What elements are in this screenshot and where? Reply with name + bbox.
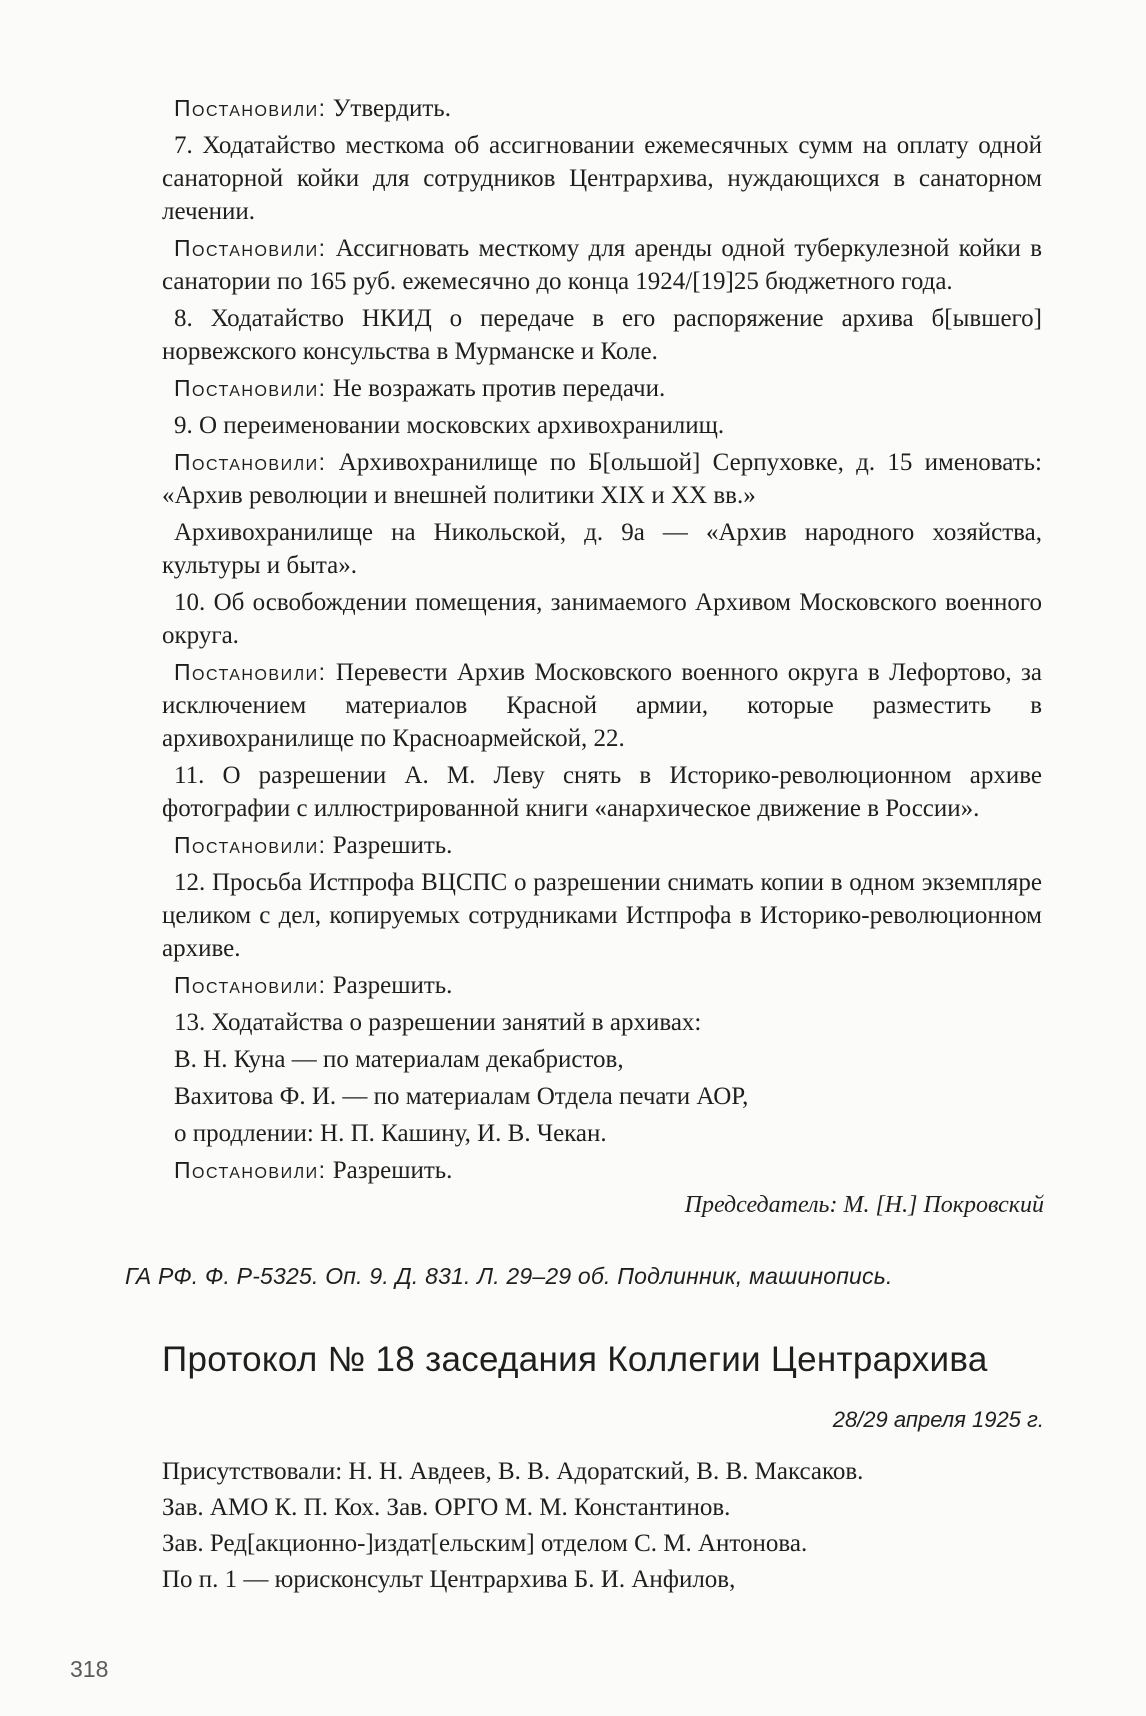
attendees-line: Зав. АМО К. П. Кох. Зав. ОРГО М. М. Константинов. (162, 1494, 731, 1521)
agenda-item-11: 11. О разрешении А. М. Леву снять в Историко-революционном архиве фотографии с иллюстрированной книги «анархическое движение в России». (162, 762, 1042, 822)
attendees-block (162, 1455, 1042, 1599)
decision-label: Постановили: (174, 449, 327, 475)
protocol-date: 28/29 апреля 1925 г. (832, 1407, 1044, 1432)
decision-paragraph: Постановили: Архивохранилище по Б[ольшой] Серпуховке, д. 15 именовать: «Архив революции и внешней политики XIX и XX вв.» (162, 449, 1043, 509)
decision-paragraph: Постановили: Не возражать против передачи. (174, 375, 666, 402)
permission-line: В. Н. Куна — по материалам декабристов, (174, 1046, 624, 1073)
protocol-body (162, 92, 1042, 1191)
decision-paragraph: Постановили: Разрешить. (174, 832, 453, 859)
permission-line: Вахитова Ф. И. — по материалам Отдела печати АОР, (174, 1083, 749, 1110)
agenda-item-12: 12. Просьба Истпрофа ВЦСПС о разрешении снимать копии в одном экземпляре целиком с дел, копируемых сотрудниками Истпрофа в Историко-революционном архиве. (162, 869, 1042, 962)
continuation-paragraph: Архивохранилище на Никольской, д. 9а — «Архив народного хозяйства, культуры и быта». (162, 519, 1042, 579)
decision-label: Постановили: (174, 659, 327, 685)
permission-line: о продлении: Н. П. Кашину, И. В. Чекан. (174, 1120, 607, 1147)
agenda-item-7: 7. Ходатайство месткома об ассигновании ежемесячных сумм на оплату одной санаторной койки для сотрудников Центрархива, нуждающихся в санаторном лечении. (162, 132, 1042, 225)
decision-paragraph: Постановили: Разрешить. (174, 1157, 453, 1184)
agenda-item-13: 13. Ходатайства о разрешении занятий в архивах: (174, 1009, 702, 1036)
decision-label: Постановили: (174, 375, 327, 401)
decision-label: Постановили: (174, 832, 327, 858)
decision-paragraph: Постановили: Утвердить. (174, 95, 451, 122)
attendees-line: Зав. Ред[акционно-]издат[ельским] отделом С. М. Антонова. (162, 1530, 808, 1557)
decision-paragraph: Постановили: Перевести Архив Московского военного округа в Лефортово, за исключением материалов Красной армии, которые разместить в архивохранилище по Красноармейской, 22. (162, 659, 1043, 752)
attendees-line: По п. 1 — юрисконсульт Центрархива Б. И. Анфилов, (162, 1566, 736, 1593)
protocol-heading: Протокол № 18 заседания Коллегии Центрархива (162, 1340, 988, 1379)
decision-label: Постановили: (174, 972, 327, 998)
decision-paragraph: Постановили: Ассигновать месткому для аренды одной туберкулезной койки в санатории по 165 руб. ежемесячно до конца 1924/[19]25 бюджетного года. (162, 235, 1043, 295)
agenda-item-10: 10. Об освобождении помещения, занимаемого Архивом Московского военного округа. (162, 589, 1042, 649)
agenda-item-9: 9. О переименовании московских архивохранилищ. (174, 412, 725, 439)
archival-source-note: ГА РФ. Ф. Р-5325. Оп. 9. Д. 831. Л. 29–29 об. Подлинник, машинопись. (125, 1263, 893, 1289)
agenda-item-8: 8. Ходатайство НКИД о передаче в его распоряжение архива б[ывшего] норвежского консульства в Мурманске и Коле. (162, 305, 1042, 365)
decision-label: Постановили: (174, 1157, 327, 1183)
attendees-line: Присутствовали: Н. Н. Авдеев, В. В. Адоратский, В. В. Максаков. (162, 1458, 864, 1485)
page-number: 318 (70, 1656, 109, 1682)
chairman-signature: Председатель: М. [Н.] Покровский (684, 1192, 1044, 1218)
decision-label: Постановили: (174, 95, 327, 121)
decision-label: Постановили: (174, 235, 327, 261)
decision-paragraph: Постановили: Разрешить. (174, 972, 453, 999)
